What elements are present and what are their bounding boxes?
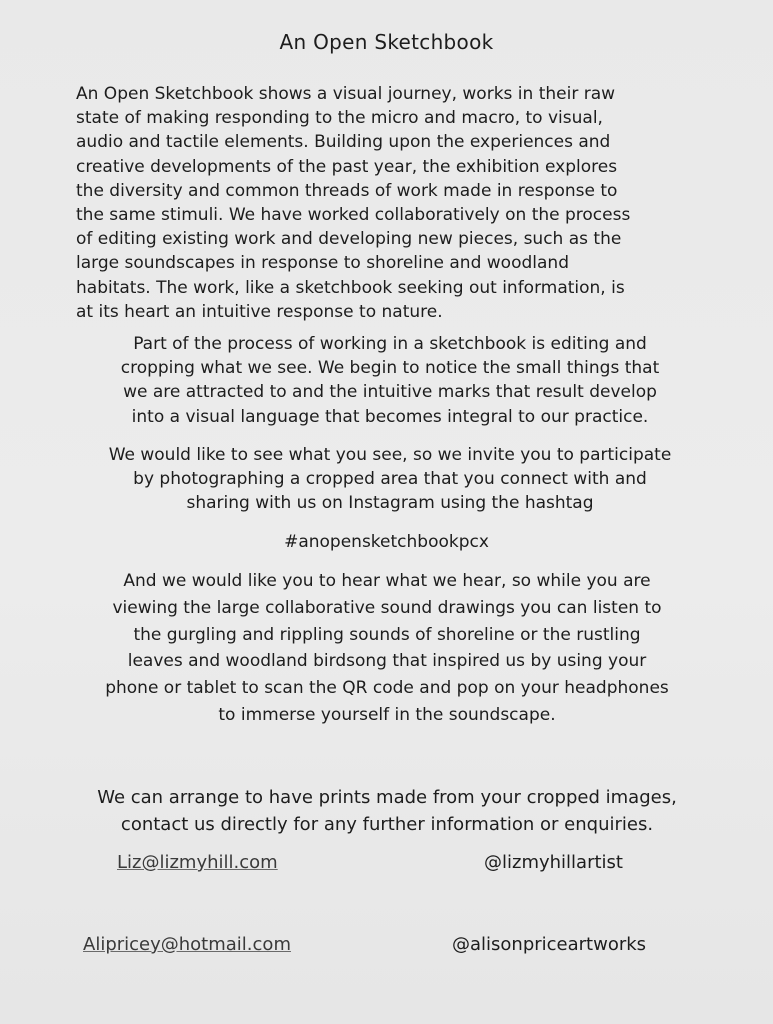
process-paragraph bbox=[50, 332, 730, 429]
intro-paragraph bbox=[76, 82, 688, 324]
text-line: sharing with us on Instagram using the hashtag bbox=[186, 493, 594, 514]
text-line: of editing existing work and developing new pieces, such as the bbox=[76, 229, 622, 250]
text-line: habitats. The work, like a sketchbook seeking out information, is bbox=[76, 277, 625, 298]
text-line: viewing the large collaborative sound drawings you can listen to bbox=[112, 597, 662, 618]
text-line: And we would like you to hear what we hear, so while you are bbox=[123, 571, 651, 591]
text-line: we are attracted to and the intuitive marks that result develop bbox=[123, 382, 657, 403]
prints-paragraph bbox=[30, 784, 744, 838]
page-title: An Open Sketchbook bbox=[279, 30, 494, 54]
email-link-liz[interactable]: Liz@lizmyhill.com bbox=[117, 852, 278, 873]
text-line: the diversity and common threads of work made in response to bbox=[76, 180, 618, 201]
email-link-alison[interactable]: Alipricey@hotmail.com bbox=[83, 934, 291, 955]
instagram-hashtag: #anopensketchbookpcx bbox=[284, 532, 489, 552]
text-line: An Open Sketchbook shows a visual journey, works in their raw bbox=[76, 84, 616, 104]
instagram-handle-alison: @alisonpriceartworks bbox=[452, 934, 647, 955]
text-line: cropping what we see. We begin to notice the small things that bbox=[120, 358, 660, 379]
participation-paragraph bbox=[40, 443, 740, 516]
text-line: Part of the process of working in a sketchbook is editing and bbox=[133, 334, 647, 354]
text-line: the gurgling and rippling sounds of shoreline or the rustling bbox=[133, 624, 641, 645]
text-line: contact us directly for any further information or enquiries. bbox=[120, 814, 654, 835]
text-line: creative developments of the past year, the exhibition explores bbox=[76, 156, 618, 177]
text-line: phone or tablet to scan the QR code and pop on your headphones bbox=[105, 678, 669, 699]
text-line: state of making responding to the micro and macro, to visual, bbox=[76, 108, 603, 129]
soundscape-paragraph bbox=[30, 568, 744, 729]
text-line: at its heart an intuitive response to nature. bbox=[76, 301, 443, 322]
text-line: into a visual language that becomes integral to our practice. bbox=[131, 406, 649, 427]
text-line: large soundscapes in response to shoreline and woodland bbox=[76, 253, 569, 274]
text-line: We can arrange to have prints made from your cropped images, bbox=[97, 787, 677, 808]
text-line: the same stimuli. We have worked collaboratively on the process bbox=[76, 205, 631, 226]
instagram-handle-liz: @lizmyhillartist bbox=[484, 852, 623, 873]
text-line: audio and tactile elements. Building upon the experiences and bbox=[76, 132, 611, 153]
text-line: by photographing a cropped area that you connect with and bbox=[133, 469, 647, 490]
text-line: leaves and woodland birdsong that inspired us by using your bbox=[127, 651, 647, 672]
text-line: We would like to see what you see, so we invite you to participate bbox=[108, 445, 672, 465]
text-line: to immerse yourself in the soundscape. bbox=[218, 704, 556, 725]
